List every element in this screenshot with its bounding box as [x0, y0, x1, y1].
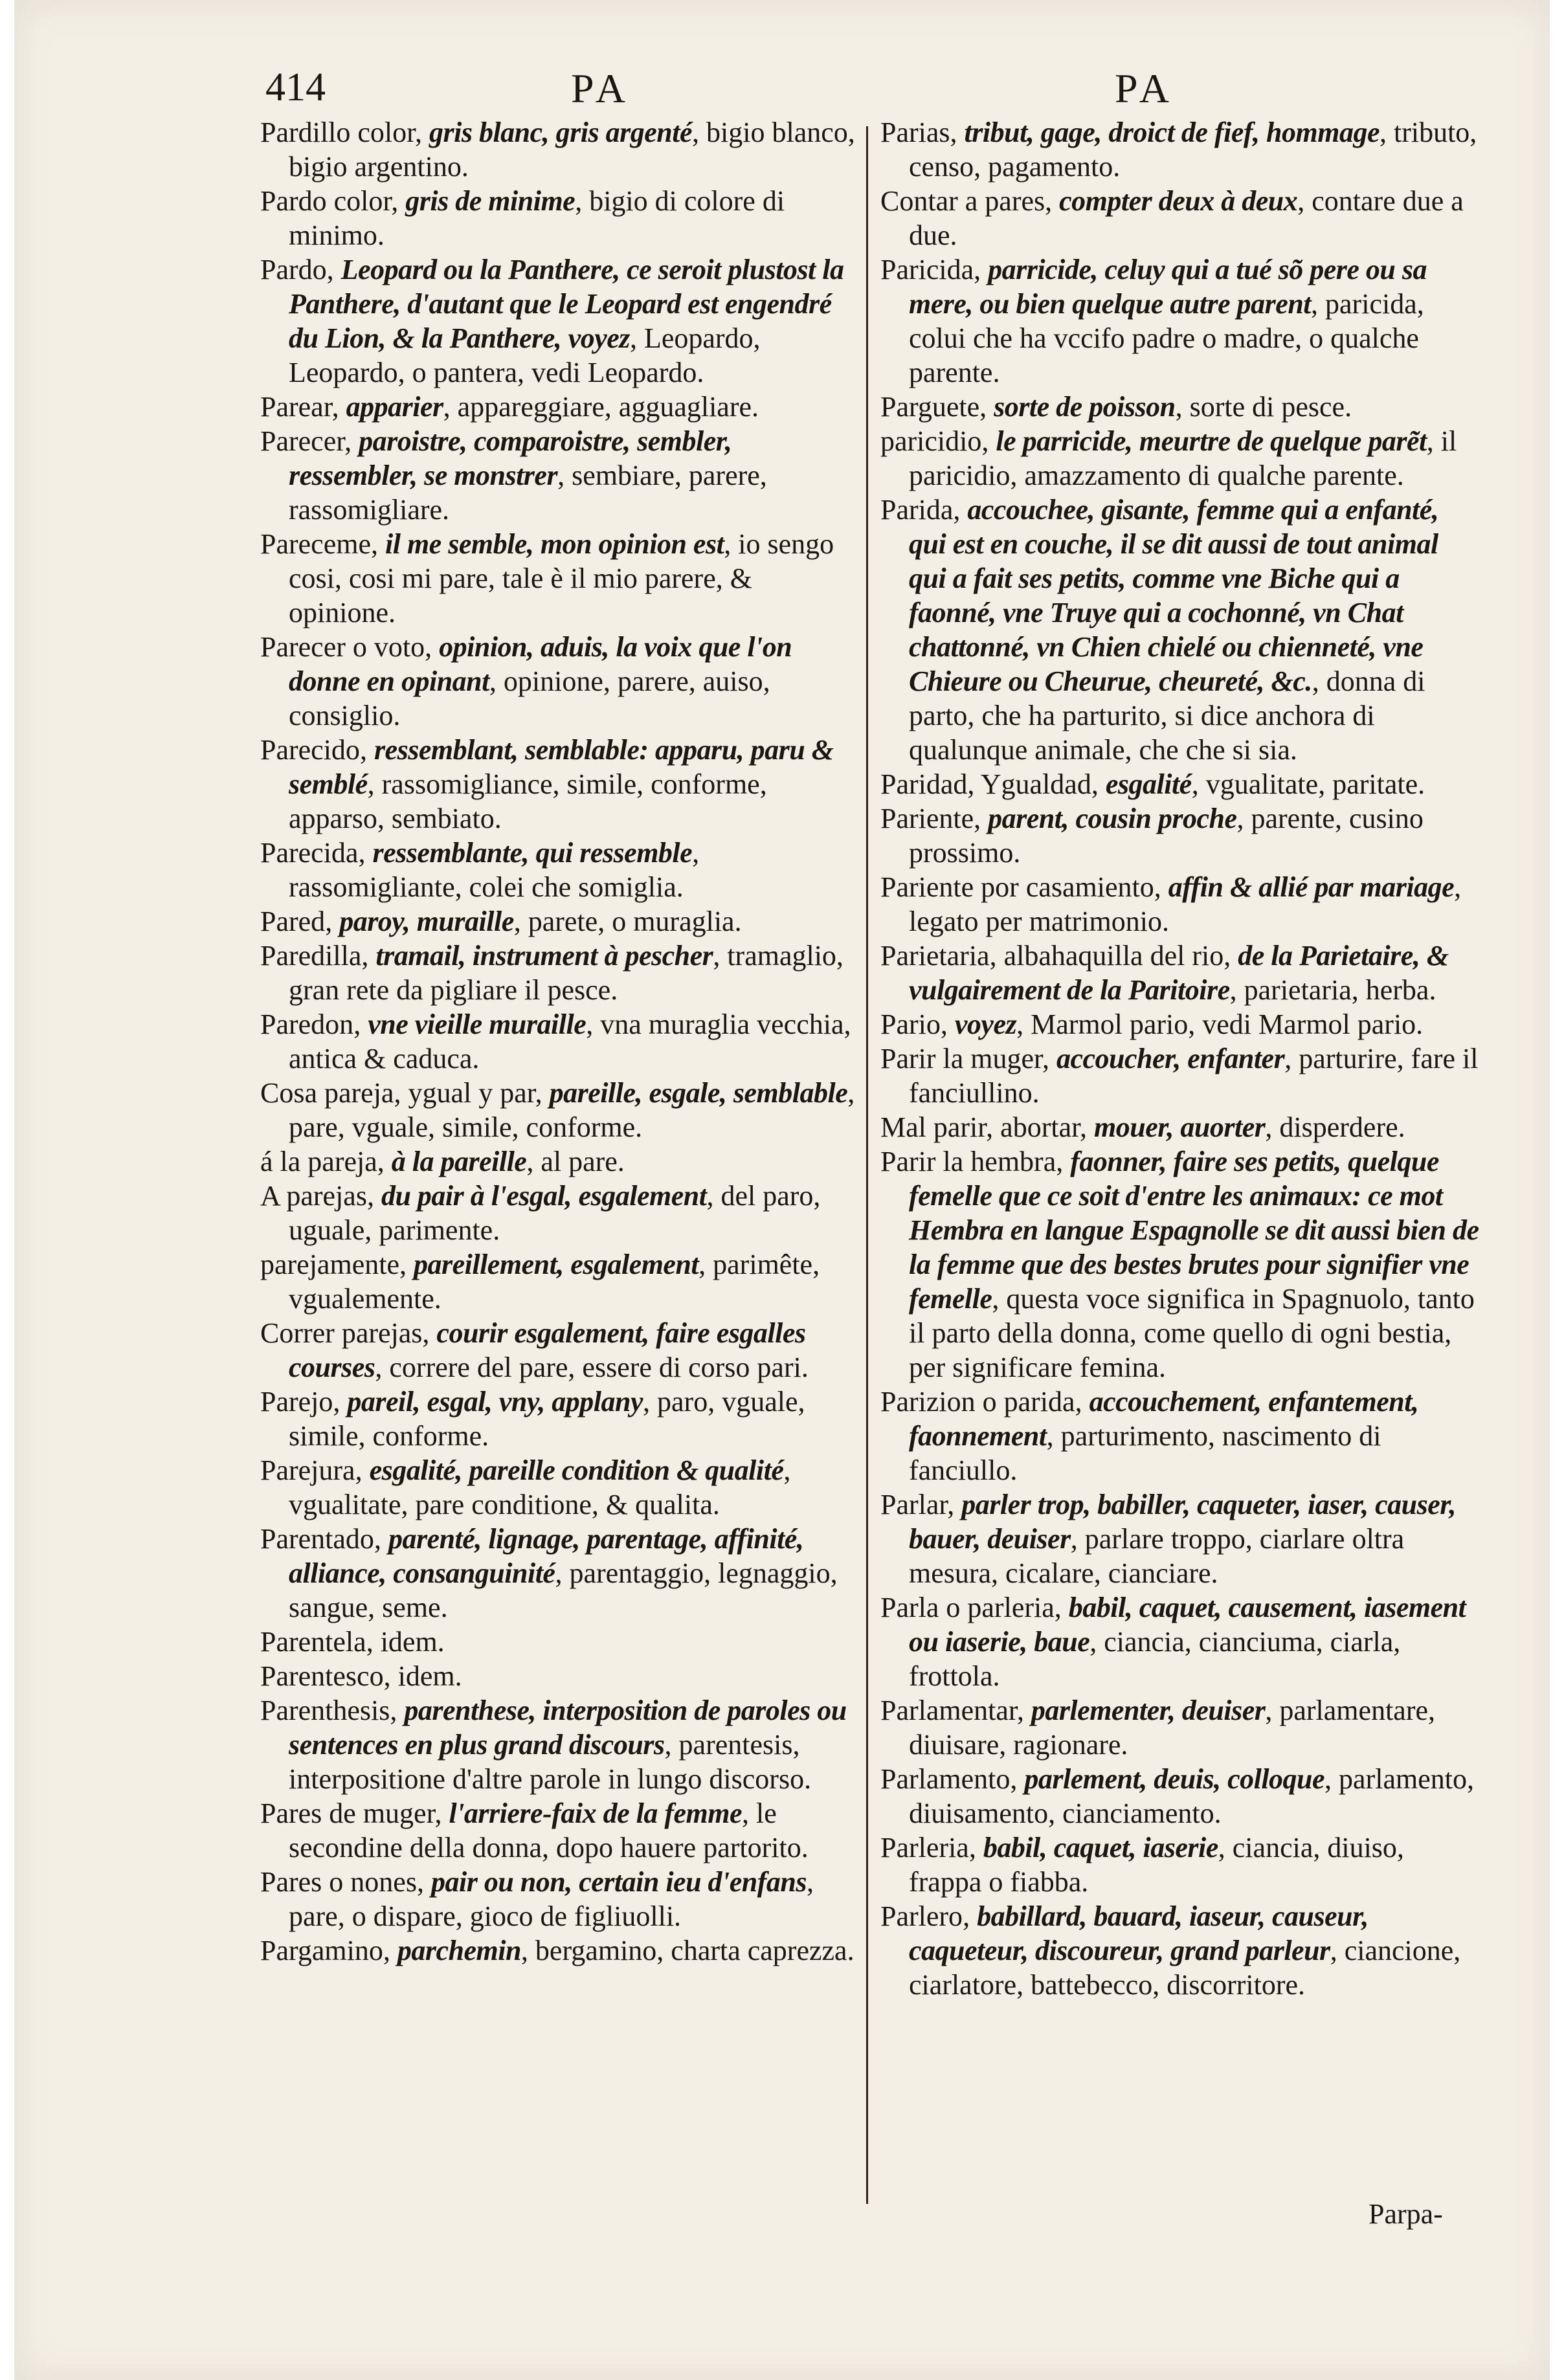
entry-headword: Pares o nones: [260, 1866, 417, 1898]
entry-headword: Pareceme: [260, 528, 371, 560]
entry-italian: idem.: [397, 1660, 462, 1692]
entry-italian: parentesis, interpositione d'altre parole in lungo discorso.: [289, 1729, 812, 1795]
entry-headword: Pariente por casamiento: [880, 871, 1154, 903]
dictionary-entry: parejamente, pareillement, esgalement, parimête, vgualemente.: [260, 1249, 820, 1315]
entry-french: le parricide, meurtre de quelque parẽt: [996, 425, 1427, 457]
entry-headword: Contar a pares: [880, 185, 1045, 217]
dictionary-entry: Correr parejas, courir esgalement, faire esgalles courses, correre del pare, essere di corso pari.: [260, 1317, 809, 1383]
entry-italian: il paricidio, amazzamento di qualche parente.: [909, 425, 1457, 491]
dictionary-entry: Pariente, parent, cousin proche, parente, cusino prossimo.: [880, 803, 1424, 869]
entry-french: babil, caquet, causement, iasement ou iaserie, baue: [909, 1592, 1466, 1658]
entry-italian: Marmol pario, vedi Marmol pario.: [1031, 1008, 1424, 1040]
entry-italian: tramaglio, gran rete da pigliare il pesce.: [289, 940, 843, 1006]
entry-headword: parejamente: [260, 1249, 399, 1280]
entry-french: parenté, lignage, parentage, affinité, alliance, consanguinité: [289, 1523, 804, 1589]
dictionary-entry: Parir la hembra, faonner, faire ses petits, quelque femelle que ce soit d'entre les animaux: ce mot Hembra en langue Espagnolle se dit aussi bien de la femme que des bestes brutes pour signifier vne femelle, questa voce significa in Spagnuolo, tanto il parto della donna, come quello di ogni bestia, per significare femina.: [880, 1146, 1479, 1383]
dictionary-entry: Paricida, parricide, celuy qui a tué sõ pere ou sa mere, ou bien quelque autre parent, paricida, colui che ha vccifo padre o madre, o qualche parente.: [880, 254, 1427, 388]
entry-italian: ciancia, cianciuma, ciarla, frottola.: [909, 1626, 1401, 1692]
entry-italian: parentaggio, legnaggio, sangue, seme.: [289, 1557, 838, 1623]
entry-french: tribut, gage, droict de fief, hommage: [964, 117, 1380, 148]
entry-french: apparier: [346, 391, 443, 423]
entry-french: vne vieille muraille: [368, 1008, 586, 1040]
entry-headword: Parida: [880, 494, 954, 526]
entry-headword: Pardo color: [260, 185, 392, 217]
entry-headword: Mal parir, abortar: [880, 1111, 1080, 1143]
entry-italian: pare, vguale, simile, conforme.: [289, 1111, 643, 1143]
entry-french: Leopard ou la Panthere, ce seroit plustost la Panthere, d'autant que le Leopard est engendré du Lion, & la Panthere, voyez: [289, 254, 844, 354]
entry-headword: Parentela: [260, 1626, 366, 1658]
entry-italian: legato per matrimonio.: [909, 906, 1169, 937]
dictionary-entry: Parejo, pareil, esgal, vny, applany, paro, vguale, simile, conforme.: [260, 1386, 805, 1452]
dictionary-entry: Parietaria, albahaquilla del rio, de la Parietaire, & vulgairement de la Paritoire, parietaria, herba.: [880, 940, 1449, 1006]
entry-french: ressemblante, qui ressemble: [372, 837, 693, 869]
entry-italian: Leopardo, Leopardo, o pantera, vedi Leopardo.: [289, 322, 761, 388]
entry-headword: Parentado: [260, 1523, 374, 1555]
dictionary-entry: Parias, tribut, gage, droict de fief, hommage, tributo, censo, pagamento.: [880, 117, 1477, 183]
entry-italian: parlamentare, diuisare, ragionare.: [909, 1695, 1435, 1761]
entry-headword: Cosa pareja, ygual y par: [260, 1077, 535, 1109]
entry-french: accoucher, enfanter: [1056, 1043, 1285, 1074]
entry-italian: sembiare, parere, rassomigliare.: [289, 460, 767, 526]
entry-italian: rassomigliante, colei che somiglia.: [289, 871, 684, 903]
dictionary-entry: Parlamentar, parlementer, deuiser, parlamentare, diuisare, ragionare.: [880, 1695, 1435, 1761]
entry-french: pair ou non, certain ieu d'enfans: [430, 1866, 807, 1898]
entry-headword: Pardillo color: [260, 117, 415, 148]
right-column: [880, 115, 1479, 2002]
entry-headword: á la pareja: [260, 1146, 377, 1177]
dictionary-entry: Paredilla, tramail, instrument à pescher, tramaglio, gran rete da pigliare il pesce.: [260, 940, 843, 1006]
entry-french: babillard, bauard, iaseur, causeur, caqueteur, discoureur, grand parleur: [909, 1900, 1368, 1966]
entry-headword: Parguete: [880, 391, 980, 423]
entry-french: paroy, muraille: [339, 906, 514, 937]
entry-headword: Parecer: [260, 425, 345, 457]
entry-italian: vgualitate, pare conditione, & qualita.: [289, 1489, 720, 1520]
entry-italian: donna di parto, che ha parturito, si dice anchora di qualunque animale, che che si sia.: [909, 665, 1425, 766]
entry-french: ressemblant, semblable: apparu, paru & semblé: [289, 734, 834, 800]
entry-italian: ciancia, diuiso, frappa o fiabba.: [909, 1832, 1404, 1898]
entry-french: tramail, instrument à pescher: [375, 940, 713, 972]
entry-headword: Parizion o parida: [880, 1386, 1075, 1418]
dictionary-entry: Pardillo color, gris blanc, gris argenté, bigio blanco, bigio argentino.: [260, 117, 855, 183]
entry-french: esgalité, pareille condition & qualité: [369, 1454, 784, 1486]
dictionary-entry: Parenthesis, parenthese, interposition de paroles ou sentences en plus grand discours, parentesis, interpositione d'altre parole in lungo discorso.: [260, 1695, 847, 1795]
entry-french: faonner, faire ses petits, quelque femelle que ce soit d'entre les animaux: ce mot Hembra en langue Espagnolle se dit aussi bien de la femme que des bestes brutes pour signifier vne femelle: [909, 1146, 1479, 1315]
entry-italian: questa voce significa in Spagnuolo, tanto il parto della donna, come quello di ogni bestia, per significare femina.: [909, 1283, 1475, 1383]
entry-italian: appareggiare, agguagliare.: [457, 391, 759, 423]
entry-headword: Paredilla: [260, 940, 362, 972]
entry-italian: parturimento, nascimento di fanciullo.: [909, 1420, 1381, 1486]
entry-italian: paro, vguale, simile, conforme.: [289, 1386, 805, 1452]
entry-french: accouchee, gisante, femme qui a enfanté, qui est en couche, il se dit aussi de tout animal qui a fait ses petits, comme vne Biche qui a faonné, vne Truye qui a cochonné, vn Chat chattonné, vn Chien chielé ou chienneté, vne Chieure ou Cheurue, cheureté, &c.: [909, 494, 1439, 697]
entry-headword: Paredon: [260, 1008, 354, 1040]
entry-headword: Parleria: [880, 1832, 969, 1863]
dictionary-entry: Parentesco, idem.: [260, 1660, 462, 1692]
dictionary-entry: Parlero, babillard, bauard, iaseur, causeur, caqueteur, discoureur, grand parleur, ciancione, ciarlatore, battebecco, discorritore.: [880, 1900, 1461, 2001]
dictionary-entry: Parguete, sorte de poisson, sorte di pesce.: [880, 391, 1352, 423]
dictionary-entry: Paredon, vne vieille muraille, vna muraglia vecchia, antica & caduca.: [260, 1008, 851, 1074]
entry-french: de la Parietaire, & vulgairement de la Paritoire: [909, 940, 1449, 1006]
dictionary-entry: paricidio, le parricide, meurtre de quelque parẽt, il paricidio, amazzamento di qualche parente.: [880, 425, 1457, 491]
entry-french: pareille, esgale, semblable: [549, 1077, 848, 1109]
dictionary-entry: Pardo color, gris de minime, bigio di colore di minimo.: [260, 185, 785, 251]
dictionary-entry: Parlamento, parlement, deuis, colloque, parlamento, diuisamento, cianciamento.: [880, 1763, 1474, 1829]
dictionary-entry: Parecer, paroistre, comparoistre, sembler, ressembler, se monstrer, sembiare, parere, rassomigliare.: [260, 425, 767, 526]
entry-italian: disperdere.: [1279, 1111, 1405, 1143]
entry-italian: io sengo cosi, cosi mi pare, tale è il mio parere, & opinione.: [289, 528, 834, 628]
entry-italian: parturire, fare il fanciullino.: [909, 1043, 1479, 1109]
dictionary-entry: Parecida, ressemblante, qui ressemble, rassomigliante, colei che somiglia.: [260, 837, 700, 903]
entry-headword: paricidio: [880, 425, 982, 457]
entry-italian: opinione, parere, auiso, consiglio.: [289, 665, 770, 731]
entry-headword: Parecido: [260, 734, 360, 766]
entry-italian: parimête, vgualemente.: [289, 1249, 820, 1315]
entry-french: pareillement, esgalement: [413, 1249, 699, 1280]
entry-headword: Parietaria, albahaquilla del rio: [880, 940, 1224, 972]
entry-french: l'arriere-faix de la femme: [449, 1797, 743, 1829]
column-rule: [866, 126, 868, 2204]
entry-headword: Paridad, Ygualdad: [880, 768, 1091, 800]
dictionary-entry: Pariente por casamiento, affin & allié par mariage, legato per matrimonio.: [880, 871, 1462, 937]
entry-italian: paricida, colui che ha vccifo padre o madre, o qualche parente.: [909, 288, 1424, 388]
entry-italian: al pare.: [541, 1146, 625, 1177]
entry-italian: correre del pare, essere di corso pari.: [389, 1351, 809, 1383]
dictionary-entry: Pares o nones, pair ou non, certain ieu d'enfans, pare, o dispare, gioco de figliuolli.: [260, 1866, 814, 1932]
dictionary-entry: Parentela, idem.: [260, 1626, 445, 1658]
dictionary-entry: Pareceme, il me semble, mon opinion est, io sengo cosi, cosi mi pare, tale è il mio parere, & opinione.: [260, 528, 834, 628]
dictionary-entry: Parejura, esgalité, pareille condition & qualité, vgualitate, pare conditione, & qualita.: [260, 1454, 791, 1520]
dictionary-entry: Contar a pares, compter deux à deux, contare due a due.: [880, 185, 1464, 251]
dictionary-entry: Parizion o parida, accouchement, enfantement, faonnement, parturimento, nascimento di fanciullo.: [880, 1386, 1419, 1486]
dictionary-entry: Parlar, parler trop, babiller, caqueter, iaser, causer, bauer, deuiser, parlare troppo, ciarlare oltra mesura, cicalare, cianciare.: [880, 1489, 1456, 1589]
catchword: Parpa-: [1368, 2198, 1443, 2230]
entry-italian: parente, cusino prossimo.: [909, 803, 1424, 869]
entry-italian: idem.: [380, 1626, 445, 1658]
entry-french: gris blanc, gris argenté: [429, 117, 693, 148]
entry-headword: Parecida: [260, 837, 359, 869]
entry-italian: tributo, censo, pagamento.: [909, 117, 1477, 183]
dictionary-entry: Paridad, Ygualdad, esgalité, vgualitate, paritate.: [880, 768, 1425, 800]
entry-headword: Pargamino: [260, 1935, 383, 1966]
dictionary-entry: Parida, accouchee, gisante, femme qui a enfanté, qui est en couche, il se dit aussi de tout animal qui a fait ses petits, comme vne Biche qui a faonné, vne Truye qui a cochonné, vn Chat chattonné, vn Chien chielé ou chienneté, vne Chieure ou Cheurue, cheureté, &c., donna di parto, che ha parturito, si dice anchora di qualunque animale, che che si sia.: [880, 494, 1439, 766]
entry-headword: Correr parejas: [260, 1317, 423, 1349]
entry-italian: parlare troppo, ciarlare oltra mesura, cicalare, cianciare.: [909, 1523, 1405, 1589]
entry-headword: Parlamento: [880, 1763, 1011, 1795]
entry-french: babil, caquet, iaserie: [983, 1832, 1218, 1863]
dictionary-entry: Pares de muger, l'arriere-faix de la femme, le secondine della donna, dopo hauere partorito.: [260, 1797, 809, 1863]
entry-italian: pare, o dispare, gioco de figliuolli.: [289, 1900, 682, 1932]
entry-italian: parlamento, diuisamento, cianciamento.: [909, 1763, 1474, 1829]
entry-italian: bergamino, charta caprezza.: [535, 1935, 855, 1966]
entry-headword: Parecer o voto: [260, 631, 425, 663]
page-header: [14, 65, 1550, 117]
entry-french: parlement, deuis, colloque: [1024, 1763, 1325, 1795]
entry-french: compter deux à deux: [1059, 185, 1298, 217]
entry-french: mouer, auorter: [1094, 1111, 1266, 1143]
entry-italian: parete, o muraglia.: [528, 906, 742, 937]
entry-headword: Paricida: [880, 254, 974, 285]
entry-headword: Parenthesis: [260, 1695, 390, 1726]
entry-headword: Parlar: [880, 1489, 948, 1520]
running-head-right: PA: [1115, 65, 1174, 111]
entry-italian: del paro, uguale, parimente.: [289, 1180, 821, 1246]
entry-french: voyez: [954, 1008, 1017, 1040]
dictionary-entry: Pario, voyez, Marmol pario, vedi Marmol pario.: [880, 1008, 1424, 1040]
entry-french: opinion, aduis, la voix que l'on donne en opinant: [289, 631, 792, 697]
entry-french: esgalité: [1105, 768, 1192, 800]
entry-headword: Parejo: [260, 1386, 333, 1418]
entry-headword: Pares de muger: [260, 1797, 435, 1829]
entry-french: gris de minime: [405, 185, 575, 217]
entry-headword: Parla o parleria: [880, 1592, 1055, 1623]
entry-italian: contare due a due.: [909, 185, 1464, 251]
entry-headword: Pariente: [880, 803, 974, 834]
entry-french: parchemin: [397, 1935, 521, 1966]
entry-headword: Parlero: [880, 1900, 963, 1932]
entry-headword: Pared: [260, 906, 326, 937]
dictionary-entry: Parear, apparier, appareggiare, agguagliare.: [260, 391, 759, 423]
running-head-left: PA: [571, 65, 631, 111]
entry-french: paroistre, comparoistre, sembler, ressembler, se monstrer: [289, 425, 732, 491]
dictionary-entry: Parentado, parenté, lignage, parentage, affinité, alliance, consanguinité, parentaggio, legnaggio, sangue, seme.: [260, 1523, 838, 1623]
dictionary-entry: Parla o parleria, babil, caquet, causement, iasement ou iaserie, baue, ciancia, cianciuma, ciarla, frottola.: [880, 1592, 1466, 1692]
entry-headword: Parlamentar: [880, 1695, 1017, 1726]
dictionary-entry: Cosa pareja, ygual y par, pareille, esgale, semblable, pare, vguale, simile, conforme.: [260, 1077, 855, 1143]
left-column: [260, 115, 862, 1968]
entry-french: parlementer, deuiser: [1031, 1695, 1266, 1726]
dictionary-entry: á la pareja, à la pareille, al pare.: [260, 1146, 625, 1177]
dictionary-entry: Parecido, ressemblant, semblable: apparu, paru & semblé, rassomigliance, simile, conforme, apparso, sembiato.: [260, 734, 834, 834]
entry-french: accouchement, enfantement, faonnement: [909, 1386, 1419, 1452]
dictionary-page: [14, 0, 1550, 2380]
entry-headword: Parir la hembra: [880, 1146, 1056, 1177]
entry-french: sorte de poisson: [994, 391, 1176, 423]
entry-headword: Pardo: [260, 254, 327, 285]
entry-french: il me semble, mon opinion est: [385, 528, 724, 560]
entry-italian: bigio blanco, bigio argentino.: [289, 117, 855, 183]
dictionary-entry: Mal parir, abortar, mouer, auorter, disperdere.: [880, 1111, 1405, 1143]
dictionary-entry: Pared, paroy, muraille, parete, o muraglia.: [260, 906, 742, 937]
entry-italian: vna muraglia vecchia, antica & caduca.: [289, 1008, 851, 1074]
entry-headword: Parir la muger: [880, 1043, 1042, 1074]
entry-french: pareil, esgal, vny, applany: [347, 1386, 643, 1418]
entry-headword: Parentesco: [260, 1660, 384, 1692]
entry-headword: Parejura: [260, 1454, 355, 1486]
entry-french: parenthese, interposition de paroles ou sentences en plus grand discours: [289, 1695, 847, 1761]
entry-headword: A parejas: [260, 1180, 367, 1212]
entry-french: du pair à l'esgal, esgalement: [381, 1180, 707, 1212]
entry-french: affin & allié par mariage: [1168, 871, 1455, 903]
entry-french: à la pareille: [391, 1146, 527, 1177]
entry-italian: sorte di pesce.: [1189, 391, 1352, 423]
entry-italian: rassomigliance, simile, conforme, apparso, sembiato.: [289, 768, 767, 834]
entry-italian: parietaria, herba.: [1244, 974, 1436, 1006]
entry-french: parler trop, babiller, caqueter, iaser, causer, bauer, deuiser: [909, 1489, 1456, 1555]
entry-headword: Parias: [880, 117, 950, 148]
dictionary-entry: Parleria, babil, caquet, iaserie, ciancia, diuiso, frappa o fiabba.: [880, 1832, 1404, 1898]
dictionary-entry: Parecer o voto, opinion, aduis, la voix que l'on donne en opinant, opinione, parere, auiso, consiglio.: [260, 631, 792, 731]
entry-french: courir esgalement, faire esgalles courses: [289, 1317, 806, 1383]
entry-italian: vgualitate, paritate.: [1205, 768, 1425, 800]
dictionary-entry: Pardo, Leopard ou la Panthere, ce seroit plustost la Panthere, d'autant que le Leopard est engendré du Lion, & la Panthere, voyez, Leopardo, Leopardo, o pantera, vedi Leopardo.: [260, 254, 844, 388]
entry-italian: le secondine della donna, dopo hauere partorito.: [289, 1797, 809, 1863]
entry-french: parent, cousin proche: [988, 803, 1237, 834]
dictionary-entry: Pargamino, parchemin, bergamino, charta caprezza.: [260, 1935, 855, 1966]
page-number: 414: [265, 65, 326, 109]
entry-headword: Parear: [260, 391, 332, 423]
entry-french: parricide, celuy qui a tué sõ pere ou sa mere, ou bien quelque autre parent: [909, 254, 1427, 320]
dictionary-entry: Parir la muger, accoucher, enfanter, parturire, fare il fanciullino.: [880, 1043, 1479, 1109]
entry-italian: ciancione, ciarlatore, battebecco, discorritore.: [909, 1935, 1461, 2001]
entry-headword: Pario: [880, 1008, 941, 1040]
entry-italian: bigio di colore di minimo.: [289, 185, 785, 251]
dictionary-entry: A parejas, du pair à l'esgal, esgalement, del paro, uguale, parimente.: [260, 1180, 821, 1246]
